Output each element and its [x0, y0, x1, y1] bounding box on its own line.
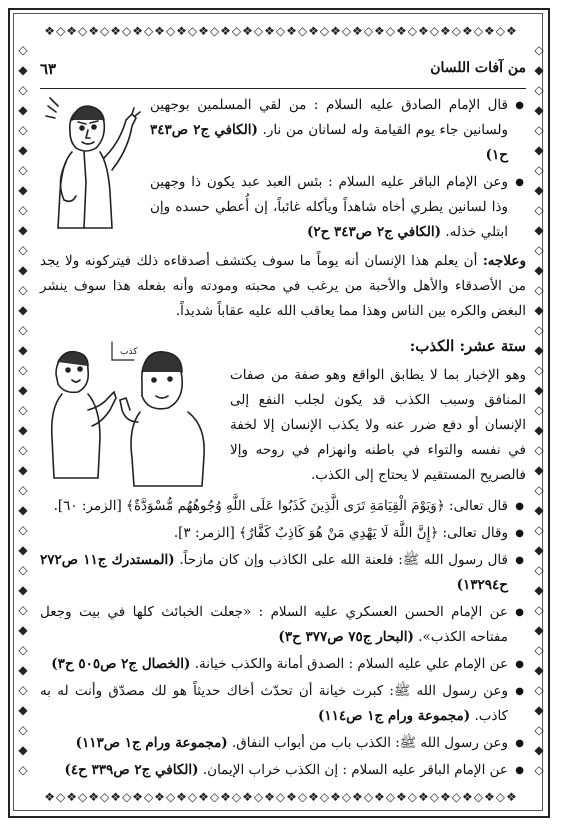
citation: (الخصال ج٢ ص٥٠٥ ح٣) [51, 656, 191, 672]
item-text: وعن الإمام الباقر عليه السلام : بئس العبد عبد يكون ذا وجهين وذا لسانين يطري أخاه شاهداً ويأكله غائباً، إن أُعطي حسده وإن ابتلي خذله. [150, 174, 508, 240]
remedy-paragraph [40, 249, 526, 324]
illustration-caption: كذب [120, 347, 138, 357]
item-text: قال تعالى: ﴿وَيَوْمَ الْقِيَامَةِ تَرَى الَّذِينَ كَذَبُوا عَلَى اللَّهِ وُجُوهُهُم مُّسْوَدَّةٌ﴾ [الزمر: ٦٠]. [53, 498, 508, 514]
citation: (الكافي ج٢ ص٣٣٩ ح٤) [64, 762, 199, 778]
citation: (مجموعة ورام ج١ ص١١٣) [75, 735, 228, 751]
list-item [40, 521, 526, 546]
citation: (المستدرك ج١١ ص٢٧٢ ح١٣٢٩٤) [40, 552, 508, 593]
citation: (الكافي ج٢ ص٣٤٣ ح١) [150, 122, 508, 163]
list-item [150, 170, 526, 245]
ornament-bottom: ❖◇❖◇❖◇❖◇❖◇❖◇❖◇❖◇❖◇❖◇❖◇❖◇❖◇❖◇❖◇❖◇❖◇❖◇❖◇❖◇❖◇❖ [44, 790, 518, 804]
citation: (الكافي ج٢ ص٣٤٣ ح٢) [306, 224, 442, 240]
list-item [40, 731, 526, 756]
page-number: ٦٣ [40, 60, 57, 78]
remedy-lead: وعلاجه: [482, 253, 527, 269]
list-item [40, 758, 526, 783]
item-text: وقال تعالى: ﴿إِنَّ اللَّهَ لَا يَهْدِي مَنْ هُوَ كَاذِبٌ كَفَّارٌ﴾ [الزمر: ٣]. [173, 525, 508, 541]
citation: (البحار ج٧٥ ص٣٧٧ ح٣) [278, 629, 414, 645]
ornament-left: ◇ ◆ ◇ ◆ ◇ ◆ ◇ ◆ ◇ ◆ ◇ ◆ ◇ ◆ ◇ ◆ ◇ ◆ ◇ ◆ ◇ ◆ ◇ ◆ ◇ ◆ ◇ ◆ ◇ ◆ ◇ ◆ ◇ ◆ ◇ ◆ ◇ [18, 43, 28, 777]
item-text: عن الإمام الباقر عليه السلام : إن الكذب خراب الإيمان. [202, 762, 508, 778]
item-text: عن الإمام علي عليه السلام : الصدق أمانة والكذب خيانة. [194, 656, 508, 672]
list-item [40, 652, 526, 677]
item-text: عن الإمام الحسن العسكري عليه السلام : «جعلت الخبائث كلها في بيت وجعل مفتاحه الكذب». [40, 604, 508, 645]
section-intro: وهو الإخبار بما لا يطابق الواقع وهو صفة من صفات المنافق وسبب الكذب قد يكون لجلب النفع إلى الإنسان أو دفع ضرر عنه ولا يكذب الإنسان إلا لخفة في نفسه والتواء في باطنه وانهزام في روحه وإلا فالصريح المستقيم لا يحتاج إلى الكذب. [230, 367, 526, 483]
citation: (مجموعة ورام ج١ ص١١٤) [318, 708, 471, 724]
list-item [40, 600, 526, 650]
remedy-text: أن يعلم هذا الإنسان أنه يوماً ما سوف يكتشف أصدقاءه ذلك فيتركونه ولا يجد من الأصدقاء والأهل والأحبة من يرغب في محبته ومودته وأنه بفعله هذا سوف ينشر البغض والكره بين الناس وهذا مما يعاقب الله عليه عقاباً شديداً. [40, 253, 526, 319]
item-text: قال الإمام الصادق عليه السلام : من لقي المسلمين بوجهين ولسانين جاء يوم القيامة وله لسانان من نار. [150, 97, 508, 138]
ornament-right: ◇ ◆ ◇ ◆ ◇ ◆ ◇ ◆ ◇ ◆ ◇ ◆ ◇ ◆ ◇ ◆ ◇ ◆ ◇ ◆ ◇ ◆ ◇ ◆ ◇ ◆ ◇ ◆ ◇ ◆ ◇ ◆ ◇ ◆ ◇ ◆ ◇ [534, 43, 544, 777]
page-body [40, 93, 526, 785]
ornament-top: ❖◇❖◇❖◇❖◇❖◇❖◇❖◇❖◇❖◇❖◇❖◇❖◇❖◇❖◇❖◇❖◇❖◇❖◇❖◇❖◇❖◇❖ [44, 24, 518, 38]
item-text: وعن رسول الله ﷺ: الكذب باب من أبواب النفاق. [231, 735, 508, 751]
list-item [40, 679, 526, 729]
header-rule [40, 88, 526, 89]
list-item [40, 548, 526, 598]
page-header [40, 60, 526, 86]
list-item [40, 494, 526, 519]
list-item [150, 93, 526, 168]
section-heading: ستة عشر: الكذب: [409, 337, 526, 355]
item-text: وعن رسول الله ﷺ: كبرت خيانة أن تحدّث أخاك حديثاً هو لك مصدّق وأنت له به كاذب. [40, 683, 508, 724]
running-title: من آفات اللسان [430, 60, 526, 76]
item-text: قال رسول الله ﷺ: فلعنة الله على الكاذب وإن كان مازحاً. [179, 552, 508, 568]
